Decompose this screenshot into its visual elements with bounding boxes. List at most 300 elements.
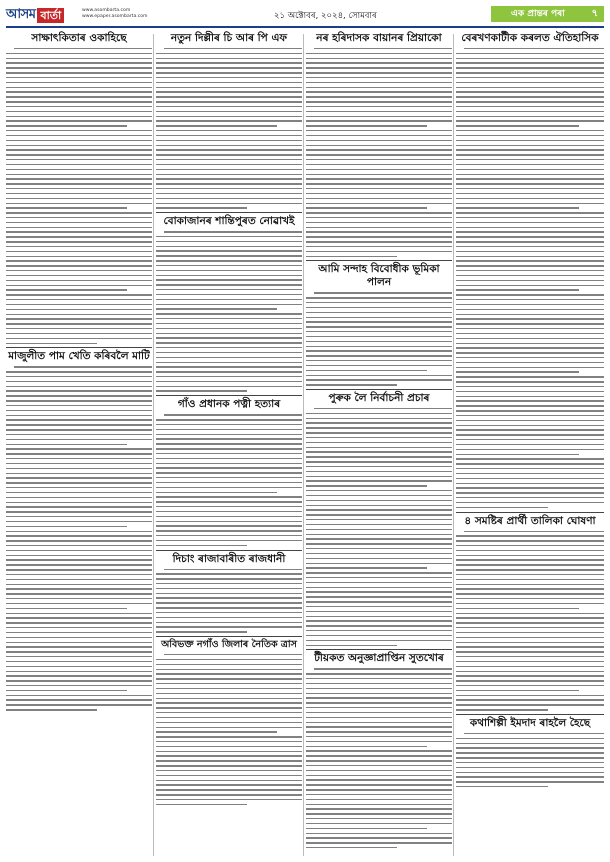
text-line bbox=[156, 535, 302, 536]
text-line bbox=[306, 58, 452, 59]
text-line bbox=[6, 231, 152, 232]
text-line bbox=[6, 608, 127, 609]
text-line bbox=[314, 408, 452, 409]
text-line bbox=[6, 675, 152, 676]
text-line bbox=[306, 451, 452, 452]
text-line bbox=[306, 847, 397, 848]
text-line bbox=[156, 183, 302, 184]
text-line bbox=[456, 690, 579, 691]
text-line bbox=[306, 241, 452, 242]
text-line bbox=[164, 569, 302, 570]
text-line bbox=[306, 442, 452, 443]
text-line bbox=[306, 413, 452, 414]
text-line bbox=[6, 203, 152, 204]
text-line bbox=[6, 699, 152, 700]
text-line bbox=[6, 236, 152, 237]
text-line bbox=[156, 673, 302, 674]
text-line bbox=[156, 246, 302, 247]
text-line bbox=[306, 72, 452, 73]
text-line bbox=[456, 752, 604, 753]
text-line bbox=[156, 178, 302, 179]
text-line bbox=[6, 304, 152, 305]
text-line bbox=[156, 323, 302, 324]
text-line bbox=[6, 314, 152, 315]
text-line bbox=[156, 304, 302, 305]
text-line bbox=[456, 135, 604, 136]
text-line bbox=[306, 750, 452, 751]
text-line bbox=[156, 58, 302, 59]
text-line bbox=[456, 439, 604, 440]
text-line bbox=[156, 702, 302, 703]
text-line bbox=[6, 140, 152, 141]
text-line bbox=[306, 697, 452, 698]
text-line bbox=[156, 521, 302, 522]
text-line bbox=[156, 154, 302, 155]
text-line bbox=[456, 420, 604, 421]
text-line bbox=[156, 578, 302, 579]
article-body bbox=[156, 48, 302, 209]
text-line bbox=[306, 246, 452, 247]
text-line bbox=[6, 164, 152, 165]
text-line bbox=[456, 767, 604, 768]
text-line bbox=[456, 270, 604, 271]
text-line bbox=[306, 567, 427, 568]
text-line bbox=[156, 130, 302, 131]
text-line bbox=[456, 87, 604, 88]
text-line bbox=[6, 569, 152, 570]
text-line bbox=[306, 307, 452, 308]
text-line bbox=[306, 149, 452, 150]
text-line bbox=[156, 169, 302, 170]
text-line bbox=[306, 471, 452, 472]
text-line bbox=[6, 299, 152, 300]
text-line bbox=[456, 454, 579, 455]
text-line bbox=[164, 654, 302, 655]
text-line bbox=[306, 813, 452, 814]
text-line bbox=[6, 497, 152, 498]
text-line bbox=[464, 531, 604, 532]
text-line bbox=[456, 149, 604, 150]
text-line bbox=[306, 563, 452, 564]
text-line bbox=[156, 357, 302, 358]
text-line bbox=[456, 680, 604, 681]
text-line bbox=[306, 577, 452, 578]
newspaper-logo bbox=[6, 7, 64, 23]
text-line bbox=[306, 755, 452, 756]
text-line bbox=[156, 736, 302, 737]
text-line bbox=[6, 333, 152, 334]
text-line bbox=[456, 757, 604, 758]
article-body bbox=[306, 668, 452, 848]
text-line bbox=[306, 558, 452, 559]
text-line bbox=[156, 626, 302, 627]
text-line bbox=[156, 530, 302, 531]
text-line bbox=[156, 342, 302, 343]
article-headline: টীয়কত অনুজ্ঞাপ্ৰাপ্তিন সুতখোৰ bbox=[306, 649, 452, 665]
text-line bbox=[306, 87, 452, 88]
text-line bbox=[156, 731, 277, 732]
column-divider bbox=[303, 34, 304, 856]
text-line bbox=[156, 467, 302, 468]
text-line bbox=[6, 661, 152, 662]
text-line bbox=[156, 376, 302, 377]
text-line bbox=[156, 236, 302, 237]
text-line bbox=[6, 53, 152, 54]
text-line bbox=[156, 289, 302, 290]
text-line bbox=[156, 453, 302, 454]
text-line bbox=[6, 120, 152, 121]
text-line bbox=[456, 671, 604, 672]
text-line bbox=[464, 48, 604, 49]
article-body bbox=[156, 231, 302, 392]
text-line bbox=[456, 473, 604, 474]
text-line bbox=[306, 673, 452, 674]
text-line bbox=[306, 640, 452, 641]
text-line bbox=[6, 130, 152, 131]
text-line bbox=[6, 535, 152, 536]
text-line bbox=[6, 188, 152, 189]
text-line bbox=[456, 227, 604, 228]
text-line bbox=[156, 573, 302, 574]
article-headline: বোকাজানৰ শান্তিপুৰত নোৱাখই bbox=[156, 212, 302, 228]
text-line bbox=[6, 251, 152, 252]
text-line bbox=[456, 246, 604, 247]
text-line bbox=[306, 837, 452, 838]
text-line bbox=[306, 548, 452, 549]
text-line bbox=[456, 762, 604, 763]
text-line bbox=[306, 317, 452, 318]
text-line bbox=[6, 371, 152, 372]
text-line bbox=[156, 463, 302, 464]
text-line bbox=[6, 405, 152, 406]
text-line bbox=[6, 473, 152, 474]
text-line bbox=[6, 67, 152, 68]
text-line bbox=[156, 145, 302, 146]
article-body bbox=[306, 292, 452, 385]
text-line bbox=[6, 429, 152, 430]
text-line bbox=[306, 116, 452, 117]
text-line bbox=[6, 376, 152, 377]
text-line bbox=[306, 207, 427, 208]
text-line bbox=[156, 593, 302, 594]
text-line bbox=[6, 106, 152, 107]
text-line bbox=[306, 620, 452, 621]
text-line bbox=[456, 145, 604, 146]
header-rule bbox=[6, 26, 604, 28]
section-tag bbox=[491, 6, 604, 22]
text-line bbox=[156, 678, 302, 679]
text-line bbox=[306, 702, 452, 703]
text-line bbox=[306, 336, 452, 337]
text-line bbox=[6, 338, 152, 339]
text-line bbox=[6, 502, 152, 503]
text-line bbox=[6, 584, 152, 585]
text-line bbox=[156, 203, 302, 204]
text-line bbox=[314, 292, 452, 293]
text-line bbox=[6, 492, 152, 493]
article-headline: নৰ হৰিদাসক বায়ানৰ প্ৰিয়াকো bbox=[316, 32, 442, 44]
text-line bbox=[306, 96, 452, 97]
text-line bbox=[306, 120, 452, 121]
text-line bbox=[6, 217, 152, 218]
text-line bbox=[156, 174, 302, 175]
text-line bbox=[306, 587, 452, 588]
text-line bbox=[306, 384, 397, 385]
text-line bbox=[156, 241, 302, 242]
text-line bbox=[456, 396, 604, 397]
text-line bbox=[306, 794, 452, 795]
text-line bbox=[306, 145, 452, 146]
text-line bbox=[156, 607, 302, 608]
text-line bbox=[456, 299, 604, 300]
text-line bbox=[306, 625, 452, 626]
text-line bbox=[156, 260, 302, 261]
text-line bbox=[306, 302, 452, 303]
text-line bbox=[6, 91, 152, 92]
text-line bbox=[456, 323, 604, 324]
text-line bbox=[306, 77, 452, 78]
column-1 bbox=[6, 32, 152, 714]
text-line bbox=[456, 106, 604, 107]
text-line bbox=[156, 352, 302, 353]
text-line bbox=[6, 62, 152, 63]
text-line bbox=[456, 260, 604, 261]
column-3 bbox=[306, 32, 452, 852]
text-line bbox=[14, 48, 152, 49]
text-line bbox=[306, 731, 452, 732]
text-line bbox=[156, 299, 302, 300]
text-line bbox=[6, 381, 152, 382]
text-line bbox=[156, 419, 302, 420]
text-line bbox=[6, 169, 152, 170]
text-line bbox=[6, 709, 97, 710]
text-line bbox=[306, 140, 452, 141]
text-line bbox=[306, 331, 452, 332]
text-line bbox=[456, 169, 604, 170]
text-line bbox=[456, 786, 548, 787]
text-line bbox=[6, 448, 152, 449]
article-headline: ৪ সমষ্টিৰ প্ৰাৰ্থী তালিকা ঘোষণা bbox=[456, 512, 604, 528]
text-line bbox=[456, 96, 604, 97]
article-headline: নতুন দিল্লীৰ চি আৰ পি এফ bbox=[170, 32, 288, 44]
text-line bbox=[306, 432, 452, 433]
text-line bbox=[6, 159, 152, 160]
text-line bbox=[306, 341, 452, 342]
text-line bbox=[306, 645, 397, 646]
text-line bbox=[306, 227, 452, 228]
text-line bbox=[306, 707, 452, 708]
text-line bbox=[456, 738, 604, 739]
text-line bbox=[306, 529, 452, 530]
text-line bbox=[456, 478, 604, 479]
text-line bbox=[456, 183, 604, 184]
text-line bbox=[6, 323, 152, 324]
text-line bbox=[156, 106, 302, 107]
text-line bbox=[6, 410, 152, 411]
text-line bbox=[156, 583, 302, 584]
text-line bbox=[6, 588, 152, 589]
issue-date: ২১ অক্টোবৰ, ২০২৪, সোমবাৰ bbox=[274, 11, 377, 21]
text-line bbox=[6, 82, 152, 83]
text-line bbox=[456, 236, 604, 237]
text-line bbox=[156, 429, 302, 430]
text-line bbox=[156, 458, 302, 459]
text-line bbox=[306, 784, 452, 785]
text-line bbox=[306, 572, 452, 573]
text-line bbox=[456, 555, 604, 556]
text-line bbox=[456, 362, 604, 363]
text-line bbox=[306, 154, 452, 155]
text-line bbox=[456, 77, 604, 78]
text-line bbox=[156, 765, 302, 766]
text-line bbox=[456, 651, 604, 652]
text-line bbox=[156, 318, 302, 319]
text-line bbox=[156, 722, 302, 723]
text-line bbox=[456, 285, 604, 286]
text-line bbox=[6, 564, 152, 565]
epaper-link: www.epaper.asombarta.com bbox=[82, 14, 148, 19]
text-line bbox=[456, 613, 604, 614]
text-line bbox=[6, 550, 152, 551]
text-line bbox=[156, 87, 302, 88]
text-line bbox=[156, 755, 302, 756]
text-line bbox=[156, 337, 302, 338]
text-line bbox=[306, 582, 452, 583]
text-line bbox=[156, 617, 302, 618]
text-line bbox=[306, 350, 452, 351]
text-line bbox=[6, 468, 152, 469]
text-line bbox=[456, 256, 604, 257]
text-line bbox=[6, 690, 127, 691]
text-line bbox=[306, 818, 452, 819]
text-line bbox=[456, 588, 604, 589]
text-line bbox=[156, 496, 302, 497]
text-line bbox=[6, 704, 152, 705]
text-line bbox=[306, 53, 452, 54]
text-line bbox=[456, 111, 604, 112]
text-line bbox=[306, 799, 452, 800]
text-line bbox=[456, 125, 579, 126]
text-line bbox=[456, 198, 604, 199]
text-line bbox=[306, 490, 452, 491]
text-line bbox=[156, 622, 302, 623]
text-line bbox=[156, 135, 302, 136]
text-line bbox=[306, 365, 452, 366]
text-line bbox=[456, 91, 604, 92]
text-line bbox=[156, 789, 302, 790]
text-line bbox=[456, 164, 604, 165]
text-line bbox=[156, 275, 302, 276]
text-line bbox=[156, 270, 302, 271]
text-line bbox=[456, 159, 604, 160]
text-line bbox=[156, 683, 302, 684]
text-line bbox=[6, 96, 152, 97]
text-line bbox=[6, 289, 127, 290]
text-line bbox=[306, 312, 452, 313]
text-line bbox=[156, 390, 247, 391]
text-line bbox=[456, 429, 604, 430]
text-line bbox=[456, 72, 604, 73]
text-line bbox=[156, 207, 247, 208]
text-line bbox=[6, 149, 152, 150]
text-line bbox=[456, 463, 604, 464]
text-line bbox=[156, 712, 302, 713]
text-line bbox=[306, 688, 452, 689]
text-line bbox=[156, 67, 302, 68]
text-line bbox=[456, 444, 604, 445]
text-line bbox=[306, 67, 452, 68]
logo-box-text: বাৰ্তা bbox=[37, 8, 64, 23]
text-line bbox=[156, 381, 302, 382]
text-line bbox=[456, 212, 604, 213]
text-line bbox=[164, 231, 302, 232]
text-line bbox=[156, 760, 302, 761]
text-line bbox=[456, 314, 604, 315]
text-line bbox=[156, 72, 302, 73]
text-line bbox=[456, 120, 604, 121]
text-line bbox=[306, 480, 452, 481]
text-line bbox=[156, 525, 302, 526]
text-line bbox=[456, 709, 548, 710]
text-line bbox=[6, 579, 152, 580]
text-line bbox=[6, 646, 152, 647]
text-line bbox=[6, 270, 152, 271]
text-line bbox=[456, 140, 604, 141]
text-line bbox=[6, 444, 127, 445]
text-line bbox=[456, 608, 579, 609]
page-number: ৭ bbox=[591, 8, 598, 19]
text-line bbox=[156, 328, 302, 329]
text-line bbox=[156, 794, 302, 795]
text-line bbox=[6, 453, 152, 454]
text-line bbox=[6, 458, 152, 459]
article-body bbox=[156, 569, 302, 633]
text-line bbox=[306, 842, 452, 843]
text-line bbox=[306, 106, 452, 107]
text-line bbox=[456, 376, 604, 377]
text-line bbox=[6, 135, 152, 136]
text-line bbox=[456, 381, 604, 382]
text-line bbox=[306, 553, 452, 554]
text-line bbox=[456, 661, 604, 662]
text-line bbox=[6, 545, 152, 546]
text-line bbox=[156, 308, 277, 309]
text-line bbox=[156, 597, 302, 598]
text-line bbox=[6, 463, 152, 464]
text-line bbox=[306, 101, 452, 102]
text-line bbox=[456, 203, 604, 204]
text-line bbox=[456, 357, 604, 358]
text-line bbox=[456, 584, 604, 585]
text-line bbox=[6, 419, 152, 420]
text-line bbox=[306, 193, 452, 194]
text-line bbox=[306, 183, 452, 184]
text-line bbox=[456, 458, 604, 459]
text-line bbox=[306, 543, 452, 544]
text-line bbox=[464, 733, 604, 734]
text-line bbox=[306, 505, 452, 506]
text-line bbox=[6, 516, 152, 517]
text-line bbox=[456, 347, 604, 348]
text-line bbox=[156, 727, 302, 728]
text-line bbox=[156, 707, 302, 708]
text-line bbox=[156, 511, 302, 512]
text-line bbox=[306, 437, 452, 438]
text-line bbox=[456, 747, 604, 748]
text-line bbox=[6, 178, 152, 179]
text-line bbox=[456, 188, 604, 189]
text-line bbox=[6, 227, 152, 228]
